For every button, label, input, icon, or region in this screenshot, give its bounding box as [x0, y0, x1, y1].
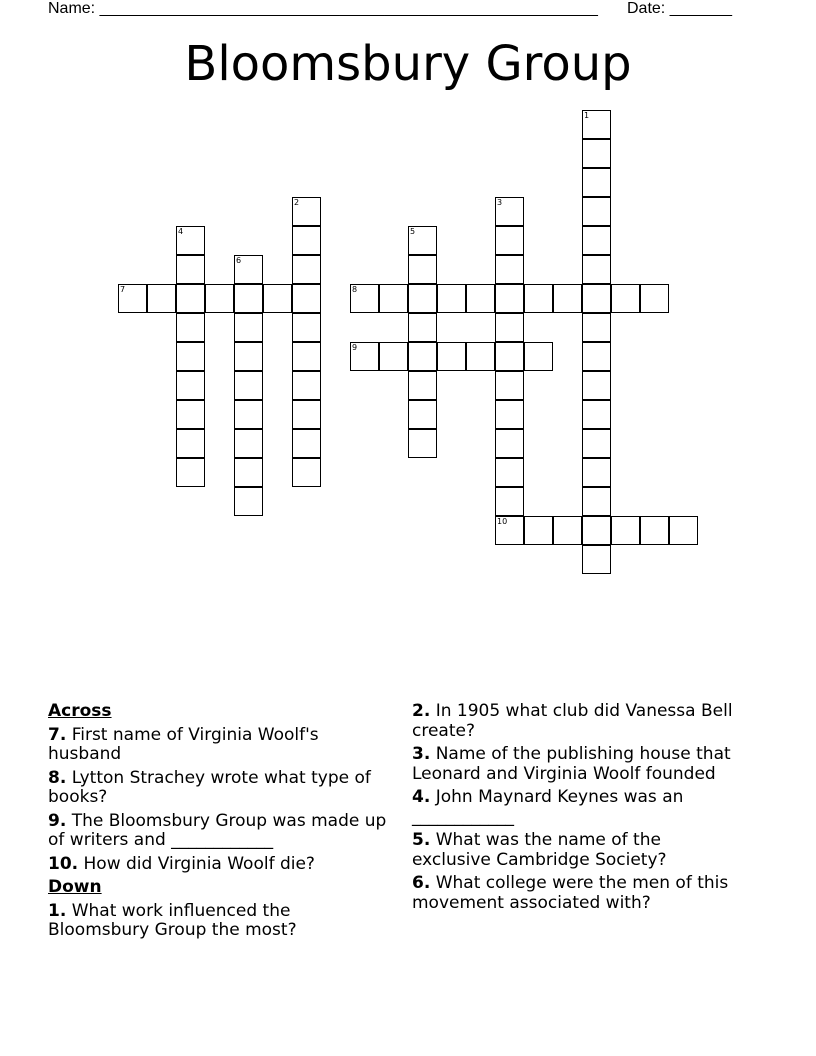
grid-cell[interactable]	[234, 400, 263, 429]
clue-text: In 1905 what club did Vanessa Bell create?	[412, 701, 733, 741]
clue-text: First name of Virginia Woolf's husband	[48, 724, 319, 764]
grid-cell[interactable]	[176, 313, 205, 342]
clue-number: 3	[497, 198, 503, 207]
grid-cell[interactable]	[292, 197, 321, 226]
grid-cell[interactable]	[176, 371, 205, 400]
grid-cell[interactable]	[582, 429, 611, 458]
grid-cell[interactable]	[466, 284, 495, 313]
grid-cell[interactable]	[176, 284, 205, 313]
clue-text: John Maynard Keynes was an ____________	[412, 787, 684, 827]
across-clue	[48, 726, 388, 765]
grid-cell[interactable]	[495, 284, 524, 313]
clue-text: What was the name of the exclusive Cambridge Society?	[412, 830, 667, 870]
grid-cell[interactable]	[234, 371, 263, 400]
grid-cell[interactable]	[292, 284, 321, 313]
grid-cell[interactable]	[582, 197, 611, 226]
grid-cell[interactable]	[292, 371, 321, 400]
clue-number: 6.	[412, 873, 431, 893]
down-clue-list-right	[412, 702, 742, 913]
grid-cell[interactable]	[553, 284, 582, 313]
grid-cell[interactable]	[118, 284, 147, 313]
grid-cell[interactable]	[524, 516, 553, 545]
down-clue	[412, 788, 742, 827]
grid-cell[interactable]	[495, 197, 524, 226]
clue-number: 1.	[48, 900, 67, 921]
clue-number: 4	[178, 227, 184, 236]
grid-cell[interactable]	[669, 516, 698, 545]
grid-cell[interactable]	[408, 226, 437, 255]
grid-cell[interactable]	[582, 284, 611, 313]
grid-cell[interactable]	[176, 429, 205, 458]
across-clue	[48, 812, 388, 851]
grid-cell[interactable]	[234, 255, 263, 284]
grid-cell[interactable]	[205, 284, 234, 313]
across-heading: Across	[48, 701, 112, 721]
clue-text: What work influenced the Bloomsbury Group the most?	[48, 900, 297, 940]
grid-cell[interactable]	[524, 284, 553, 313]
across-clue-list	[48, 726, 388, 875]
grid-cell[interactable]	[408, 342, 437, 371]
grid-cell[interactable]	[495, 255, 524, 284]
grid-cell[interactable]	[234, 284, 263, 313]
clue-number: 10	[497, 517, 508, 526]
grid-cell[interactable]	[495, 400, 524, 429]
grid-cell[interactable]	[176, 458, 205, 487]
clue-number: 5.	[412, 830, 431, 850]
grid-cell[interactable]	[176, 400, 205, 429]
grid-cell[interactable]	[379, 284, 408, 313]
grid-cell[interactable]	[582, 110, 611, 139]
grid-cell[interactable]	[292, 226, 321, 255]
grid-cell[interactable]	[292, 429, 321, 458]
grid-cell[interactable]	[234, 487, 263, 516]
grid-cell[interactable]	[408, 284, 437, 313]
grid-cell[interactable]	[582, 400, 611, 429]
clue-number: 10.	[48, 853, 79, 874]
grid-cell[interactable]	[466, 342, 495, 371]
down-clue	[412, 702, 742, 741]
clue-number: 9	[352, 343, 358, 352]
clue-number: 2.	[412, 701, 431, 721]
clue-text: The Bloomsbury Group was made up of writers and ____________	[48, 810, 387, 850]
grid-cell[interactable]	[611, 284, 640, 313]
clue-number: 5	[410, 227, 416, 236]
grid-cell[interactable]	[640, 284, 669, 313]
clue-text: Name of the publishing house that Leonard and Virginia Woolf founded	[412, 744, 731, 784]
grid-cell[interactable]	[582, 342, 611, 371]
grid-cell[interactable]	[495, 487, 524, 516]
grid-cell[interactable]	[350, 284, 379, 313]
down-clue	[412, 831, 742, 870]
grid-cell[interactable]	[582, 168, 611, 197]
grid-cell[interactable]	[263, 284, 292, 313]
clue-text: Lytton Strachey wrote what type of books?	[48, 767, 371, 807]
grid-cell[interactable]	[495, 371, 524, 400]
grid-cell[interactable]	[292, 342, 321, 371]
grid-cell[interactable]	[495, 516, 524, 545]
grid-cell[interactable]	[234, 313, 263, 342]
grid-cell[interactable]	[292, 458, 321, 487]
grid-cell[interactable]	[582, 545, 611, 574]
clues-left-column	[48, 702, 388, 945]
grid-cell[interactable]	[640, 516, 669, 545]
grid-cell[interactable]	[582, 313, 611, 342]
grid-cell[interactable]	[408, 371, 437, 400]
clue-number: 9.	[48, 810, 67, 831]
grid-cell[interactable]	[582, 458, 611, 487]
grid-cell[interactable]	[408, 255, 437, 284]
grid-cell[interactable]	[292, 400, 321, 429]
grid-cell[interactable]	[292, 313, 321, 342]
grid-cell[interactable]	[553, 516, 582, 545]
grid-cell[interactable]	[495, 458, 524, 487]
grid-cell[interactable]	[176, 226, 205, 255]
date-field-label[interactable]: Date: _______	[627, 0, 732, 17]
grid-cell[interactable]	[408, 400, 437, 429]
across-clue	[48, 855, 388, 875]
clue-number: 6	[236, 256, 242, 265]
clue-number: 7.	[48, 724, 67, 745]
clue-text: How did Virginia Woolf die?	[78, 853, 315, 874]
grid-cell[interactable]	[234, 458, 263, 487]
clue-number: 1	[584, 111, 590, 120]
grid-cell[interactable]	[437, 284, 466, 313]
down-heading: Down	[48, 877, 102, 897]
grid-cell[interactable]	[350, 342, 379, 371]
down-clue	[48, 902, 388, 941]
grid-cell[interactable]	[582, 226, 611, 255]
across-clue	[48, 769, 388, 808]
clue-number: 7	[120, 285, 126, 294]
clue-number: 3.	[412, 744, 431, 764]
grid-cell[interactable]	[582, 371, 611, 400]
grid-cell[interactable]	[611, 516, 640, 545]
grid-cell[interactable]	[582, 487, 611, 516]
grid-cell[interactable]	[582, 255, 611, 284]
grid-cell[interactable]	[176, 255, 205, 284]
grid-cell[interactable]	[495, 226, 524, 255]
down-clue-list-left	[48, 902, 388, 941]
grid-cell[interactable]	[495, 429, 524, 458]
grid-cell[interactable]	[234, 429, 263, 458]
clue-number: 4.	[412, 787, 431, 807]
grid-cell[interactable]	[582, 516, 611, 545]
down-clue	[412, 745, 742, 784]
grid-cell[interactable]	[437, 342, 466, 371]
grid-cell[interactable]	[582, 139, 611, 168]
down-clue	[412, 874, 742, 913]
grid-cell[interactable]	[408, 429, 437, 458]
clue-number: 2	[294, 198, 300, 207]
grid-cell[interactable]	[292, 255, 321, 284]
clue-number: 8.	[48, 767, 67, 788]
grid-cell[interactable]	[495, 313, 524, 342]
grid-cell[interactable]	[234, 342, 263, 371]
grid-cell[interactable]	[408, 313, 437, 342]
clue-text: What college were the men of this movement associated with?	[412, 873, 729, 913]
grid-cell[interactable]	[147, 284, 176, 313]
grid-cell[interactable]	[176, 342, 205, 371]
clue-number: 8	[352, 285, 358, 294]
clues-right-column	[412, 702, 742, 917]
grid-cell[interactable]	[379, 342, 408, 371]
page-title: Bloomsbury Group	[184, 36, 632, 92]
grid-cell[interactable]	[495, 342, 524, 371]
name-field-label[interactable]: Name: ________________________________________________________	[48, 0, 598, 17]
grid-cell[interactable]	[524, 342, 553, 371]
